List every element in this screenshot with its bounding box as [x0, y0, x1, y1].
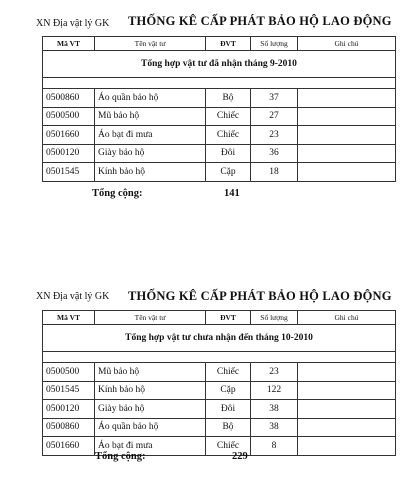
column-header-code: Mã VT — [43, 37, 95, 51]
cell-unit: Cặp — [206, 381, 251, 400]
table-row — [43, 163, 396, 182]
total-value: 229 — [232, 451, 248, 462]
cell-qty: 38 — [251, 418, 298, 437]
cell-code: 0501545 — [43, 381, 95, 400]
cell-note — [298, 89, 396, 108]
cell-code: 0501660 — [43, 437, 95, 456]
table-header — [43, 37, 396, 51]
cell-note — [298, 144, 396, 163]
cell-note — [298, 381, 396, 400]
cell-name: Giày bảo hộ — [95, 144, 206, 163]
cell-note — [298, 400, 396, 419]
table-row — [43, 363, 396, 382]
column-header-name: Tên vật tư — [95, 37, 206, 51]
cell-code: 0500860 — [43, 418, 95, 437]
cell-name: Áo quần bảo hộ — [95, 89, 206, 108]
cell-unit: Bộ — [206, 418, 251, 437]
cell-code: 0500860 — [43, 89, 95, 108]
column-header-code: Mã VT — [43, 311, 95, 325]
table-row — [43, 144, 396, 163]
cell-unit: Chiếc — [206, 437, 251, 456]
column-header-qty: Số lượng — [251, 37, 298, 51]
supply-table — [42, 36, 396, 182]
table-row — [43, 89, 396, 108]
cell-note — [298, 418, 396, 437]
cell-code: 0500120 — [43, 400, 95, 419]
column-header-qty: Số lượng — [251, 311, 298, 325]
total-label: Tổng cộng: — [92, 188, 143, 199]
cell-qty: 23 — [251, 126, 298, 145]
cell-code: 0500120 — [43, 144, 95, 163]
table-header — [43, 311, 396, 325]
cell-code: 0500500 — [43, 363, 95, 382]
cell-name: Giày bảo hộ — [95, 400, 206, 419]
cell-unit: Cặp — [206, 163, 251, 182]
cell-qty: 122 — [251, 381, 298, 400]
cell-note — [298, 107, 396, 126]
cell-qty: 38 — [251, 400, 298, 419]
table-row — [43, 400, 396, 419]
cell-qty: 23 — [251, 363, 298, 382]
section-title: Tổng hợp vật tư đã nhận tháng 9-2010 — [43, 51, 396, 78]
section-row — [43, 51, 396, 78]
cell-unit: Chiếc — [206, 126, 251, 145]
cell-code: 0500500 — [43, 107, 95, 126]
column-header-unit: ĐVT — [206, 311, 251, 325]
total-value: 141 — [224, 188, 240, 199]
cell-qty: 18 — [251, 163, 298, 182]
cell-unit: Chiếc — [206, 107, 251, 126]
column-header-note: Ghi chú — [298, 37, 396, 51]
cell-note — [298, 126, 396, 145]
report-title: THỐNG KÊ CẤP PHÁT BẢO HỘ LAO ĐỘNG — [128, 289, 392, 303]
cell-note — [298, 363, 396, 382]
column-header-unit: ĐVT — [206, 37, 251, 51]
column-header-name: Tên vật tư — [95, 311, 206, 325]
cell-name: Áo bạt đi mưa — [95, 126, 206, 145]
table-row — [43, 381, 396, 400]
table-row — [43, 126, 396, 145]
cell-unit: Chiếc — [206, 363, 251, 382]
organization-name: XN Địa vật lý GK — [36, 18, 110, 29]
table-row — [43, 418, 396, 437]
cell-name: Mũ bảo hộ — [95, 107, 206, 126]
section-row — [43, 325, 396, 352]
cell-code: 0501660 — [43, 126, 95, 145]
spacer-row — [43, 352, 396, 363]
cell-unit: Bộ — [206, 89, 251, 108]
supply-table — [42, 310, 396, 456]
cell-name: Kính bảo hộ — [95, 163, 206, 182]
cell-name: Kính bảo hộ — [95, 381, 206, 400]
cell-name: Áo quần bảo hộ — [95, 418, 206, 437]
cell-qty: 8 — [251, 437, 298, 456]
column-header-note: Ghi chú — [298, 311, 396, 325]
cell-unit: Đôi — [206, 400, 251, 419]
cell-qty: 36 — [251, 144, 298, 163]
table-row — [43, 107, 396, 126]
cell-code: 0501545 — [43, 163, 95, 182]
cell-unit: Đôi — [206, 144, 251, 163]
cell-qty: 37 — [251, 89, 298, 108]
cell-name: Áo bạt đi mưa — [95, 437, 206, 456]
report-title: THỐNG KÊ CẤP PHÁT BẢO HỘ LAO ĐỘNG — [128, 14, 392, 28]
organization-name: XN Địa vật lý GK — [36, 291, 110, 302]
total-label: Tổng cộng: — [95, 451, 146, 462]
cell-name: Mũ bảo hộ — [95, 363, 206, 382]
section-title: Tổng hợp vật tư chưa nhận đến tháng 10-2010 — [43, 325, 396, 352]
cell-note — [298, 163, 396, 182]
cell-note — [298, 437, 396, 456]
spacer-row — [43, 78, 396, 89]
cell-qty: 27 — [251, 107, 298, 126]
